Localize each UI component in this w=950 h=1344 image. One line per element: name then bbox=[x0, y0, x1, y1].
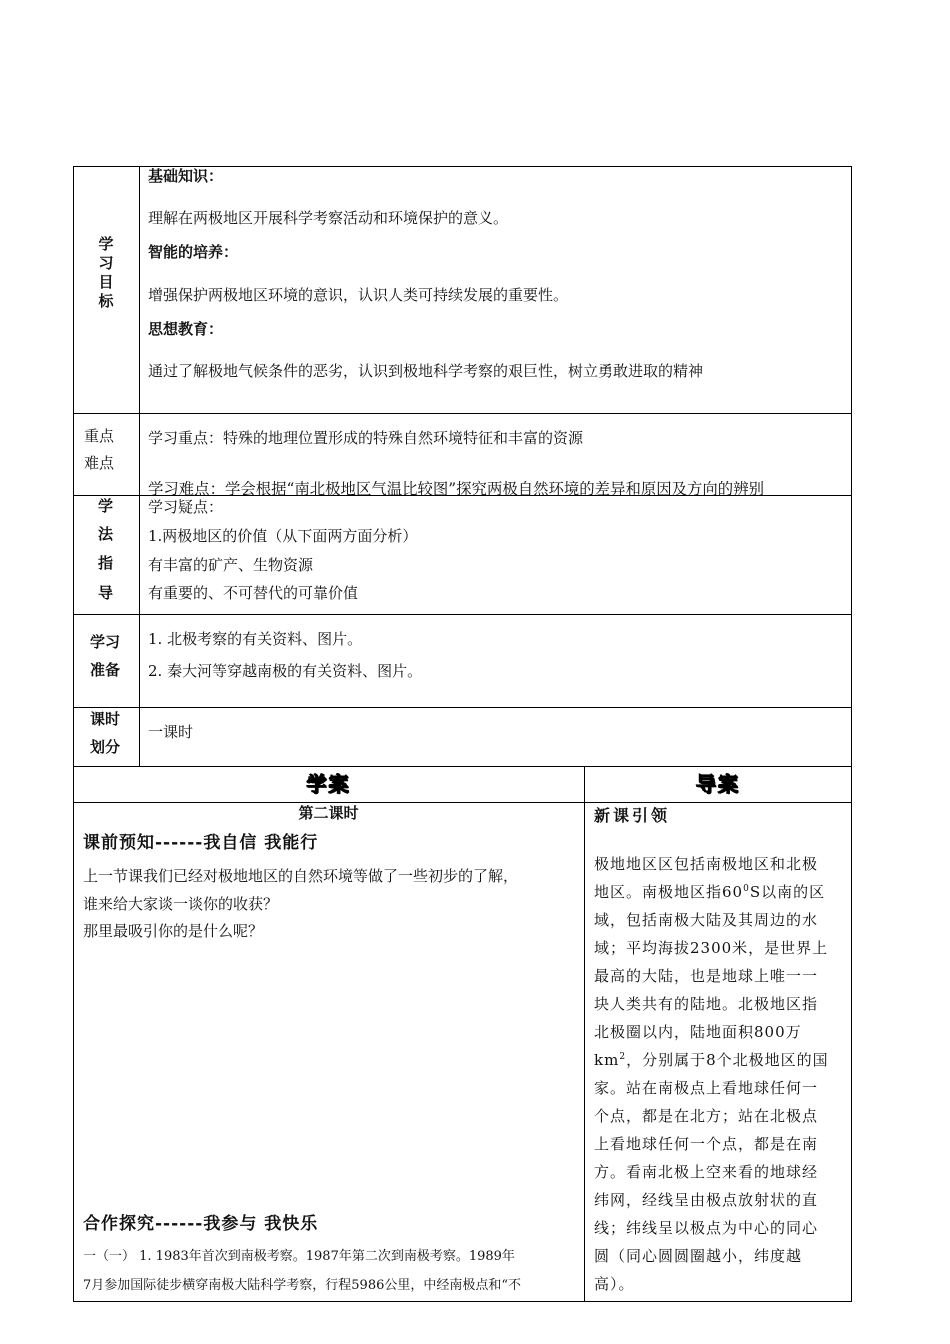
ability-title: 智能的培养： bbox=[148, 243, 239, 261]
row-divider bbox=[73, 614, 852, 615]
case-column-divider bbox=[584, 766, 585, 1302]
body-line: 家。站在南极点上看地球任何一 bbox=[594, 1079, 819, 1097]
body-line: $km^2$，分别属于8个北极地区的国 bbox=[594, 1051, 829, 1069]
row-divider bbox=[73, 766, 852, 767]
body-line: 最高的大陆，也是地球上唯一一 bbox=[594, 967, 819, 985]
body-line: 块人类共有的陆地。北极地区指 bbox=[594, 995, 819, 1013]
body-line: 域；平均海拔2300米，是世界上 bbox=[594, 939, 829, 957]
row-divider bbox=[73, 707, 852, 708]
cooperation-line-2: 7月参加国际徒步横穿南极大陆科学考察，行程5986公里，中经南极点和“不 bbox=[83, 1278, 522, 1293]
method-label-2: 法 bbox=[98, 525, 114, 543]
method-line-1: 学习疑点： bbox=[148, 498, 224, 516]
focus-text: 学习重点：特殊的地理位置形成的特殊自然环境特征和丰富的资源 bbox=[148, 429, 584, 447]
body-line: 上看地球任何一个点，都是在南 bbox=[594, 1135, 819, 1153]
method-line-3: 有丰富的矿产、生物资源 bbox=[148, 556, 314, 574]
preview-title: 课前预知------我自信 我能行 bbox=[83, 833, 319, 853]
lesson-number: 第二课时 bbox=[298, 804, 359, 822]
method-label-3: 指 bbox=[98, 554, 114, 572]
body-line: 域，包括南极大陆及其周边的水 bbox=[594, 911, 819, 929]
prep-item-1: 1. 北极考察的有关资料、图片。 bbox=[148, 630, 363, 648]
body-line: 圆（同心圆圆圈越小，纬度越 bbox=[594, 1247, 803, 1265]
key-points-label-1: 重点 bbox=[84, 427, 115, 445]
body-line: 纬网，经线呈由极点放射状的直 bbox=[594, 1191, 819, 1209]
basic-knowledge-title: 基础知识： bbox=[148, 167, 224, 185]
time-label-1: 课时 bbox=[90, 710, 121, 728]
prep-label-1: 学习 bbox=[90, 633, 121, 651]
preview-line-1: 上一节课我们已经对极地地区的自然环境等做了一些初步的了解， bbox=[83, 867, 519, 885]
new-lesson-body bbox=[594, 850, 844, 1298]
body-line: 极地地区区包括南极地区和北极 bbox=[594, 855, 819, 873]
ability-text: 增强保护两极地区环境的意识，认识人类可持续发展的重要性。 bbox=[148, 286, 569, 304]
preview-line-2: 谁来给大家谈一谈你的收获？ bbox=[83, 895, 279, 913]
body-line: 线；纬线呈以极点为中心的同心 bbox=[594, 1219, 819, 1237]
body-line: 地区。南极地区指$60^0S$以南的区 bbox=[594, 883, 826, 901]
prep-label-2: 准备 bbox=[90, 661, 121, 679]
study-case-header: 学案 bbox=[306, 772, 351, 796]
moral-text: 通过了解极地气候条件的恶劣，认识到极地科学考察的艰巨性，树立勇敢进取的精神 bbox=[148, 362, 704, 380]
objectives-label: 学习目标 bbox=[98, 235, 114, 310]
difficulty-text: 学习难点：学会根据“南北极地区气温比较图”探究两极自然环境的差异和原因及方向的辨别 bbox=[148, 480, 764, 498]
cooperation-title: 合作探究------我参与 我快乐 bbox=[83, 1214, 319, 1234]
basic-knowledge-text: 理解在两极地区开展科学考察活动和环境保护的意义。 bbox=[148, 209, 509, 227]
method-line-2: 1.两极地区的价值（从下面两方面分析） bbox=[148, 527, 418, 545]
method-label-4: 导 bbox=[98, 584, 114, 602]
new-lesson-title: 新课引领 bbox=[594, 806, 671, 825]
body-line: 北极圈以内，陆地面积800万 bbox=[594, 1023, 802, 1041]
guide-case-header: 导案 bbox=[696, 772, 740, 796]
moral-title: 思想教育： bbox=[148, 320, 224, 338]
body-line: 高）。 bbox=[594, 1275, 635, 1293]
row-divider bbox=[73, 413, 852, 414]
body-line: 个点，都是在北方；站在北极点 bbox=[594, 1107, 819, 1125]
time-value: 一课时 bbox=[148, 723, 194, 741]
preview-line-3: 那里最吸引你的是什么呢？ bbox=[83, 922, 264, 940]
method-label-1: 学 bbox=[98, 497, 114, 515]
label-column-divider bbox=[139, 166, 140, 766]
time-label-2: 划分 bbox=[90, 738, 121, 756]
method-line-4: 有重要的、不可替代的可靠价值 bbox=[148, 584, 359, 602]
cooperation-line-1: 一（一） 1. 1983年首次到南极考察。1987年第二次到南极考察。1989年 bbox=[83, 1249, 515, 1264]
prep-item-2: 2. 秦大河等穿越南极的有关资料、图片。 bbox=[148, 662, 423, 680]
body-line: 方。看南北极上空来看的地球经 bbox=[594, 1163, 819, 1181]
key-points-label-2: 难点 bbox=[84, 454, 115, 472]
